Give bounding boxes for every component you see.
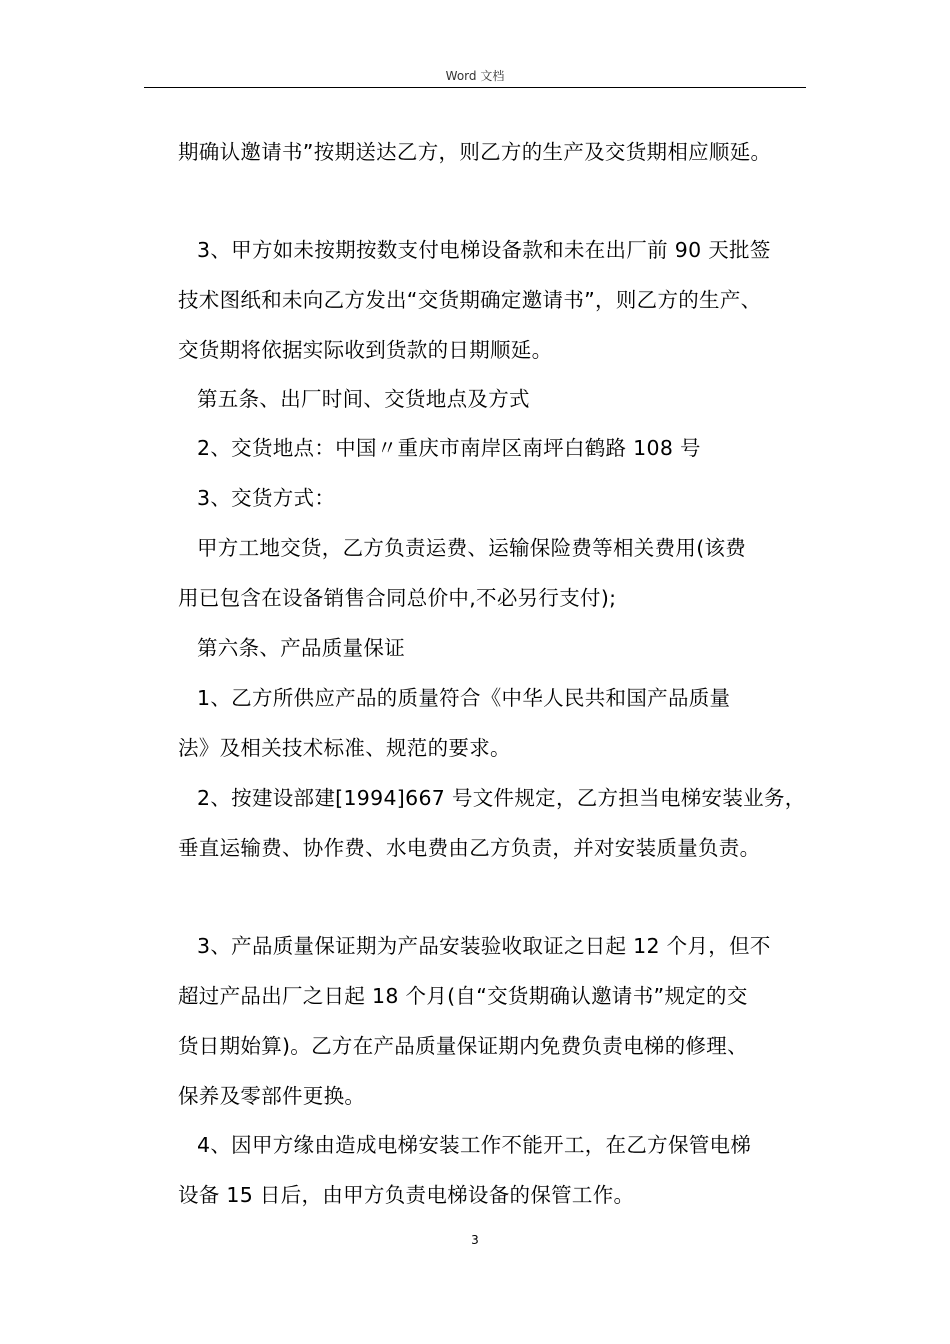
page-header-title: Word 文档 bbox=[445, 69, 505, 83]
paragraph-line: 超过产品出厂之日起 18 个月(自“交货期确认邀请书”规定的交 bbox=[178, 984, 748, 1008]
paragraph-line: 货日期始算)。乙方在产品质量保证期内免费负责电梯的修理、 bbox=[178, 1034, 748, 1058]
paragraph-line: 法》及相关技术标准、规范的要求。 bbox=[178, 736, 511, 760]
paragraph-line: 技术图纸和未向乙方发出“交货期确定邀请书”，则乙方的生产、 bbox=[178, 288, 762, 312]
header-divider bbox=[144, 87, 806, 88]
paragraph-line: 1、乙方所供应产品的质量符合《中华人民共和国产品质量 bbox=[197, 686, 731, 710]
section-heading: 第六条、产品质量保证 bbox=[197, 636, 405, 660]
page-number: 3 bbox=[471, 1233, 479, 1247]
paragraph-line: 设备 15 日后，由甲方负责电梯设备的保管工作。 bbox=[178, 1183, 635, 1207]
paragraph-line: 3、产品质量保证期为产品安装验收取证之日起 12 个月，但不 bbox=[197, 934, 771, 958]
paragraph-line: 垂直运输费、协作费、水电费由乙方负责，并对安装质量负责。 bbox=[178, 836, 761, 860]
paragraph-line: 3、交货方式： bbox=[197, 486, 336, 510]
paragraph-line: 交货期将依据实际收到货款的日期顺延。 bbox=[178, 338, 553, 362]
paragraph-line: 4、因甲方缘由造成电梯安装工作不能开工，在乙方保管电梯 bbox=[197, 1133, 752, 1157]
paragraph-line: 3、甲方如未按期按数支付电梯设备款和未在出厂前 90 天批签 bbox=[197, 238, 771, 262]
paragraph-line: 2、交货地点：中国〃重庆市南岸区南坪白鹤路 108 号 bbox=[197, 436, 701, 460]
paragraph-line: 保养及零部件更换。 bbox=[178, 1084, 366, 1108]
paragraph-line: 用已包含在设备销售合同总价中,不必另行支付); bbox=[178, 586, 617, 610]
paragraph-line: 甲方工地交货，乙方负责运费、运输保险费等相关费用(该费 bbox=[197, 536, 747, 560]
paragraph-line: 2、按建设部建[1994]667 号文件规定，乙方担当电梯安装业务， bbox=[197, 786, 806, 810]
paragraph-line: 期确认邀请书”按期送达乙方，则乙方的生产及交货期相应顺延。 bbox=[178, 140, 772, 164]
section-heading: 第五条、出厂时间、交货地点及方式 bbox=[197, 387, 530, 411]
